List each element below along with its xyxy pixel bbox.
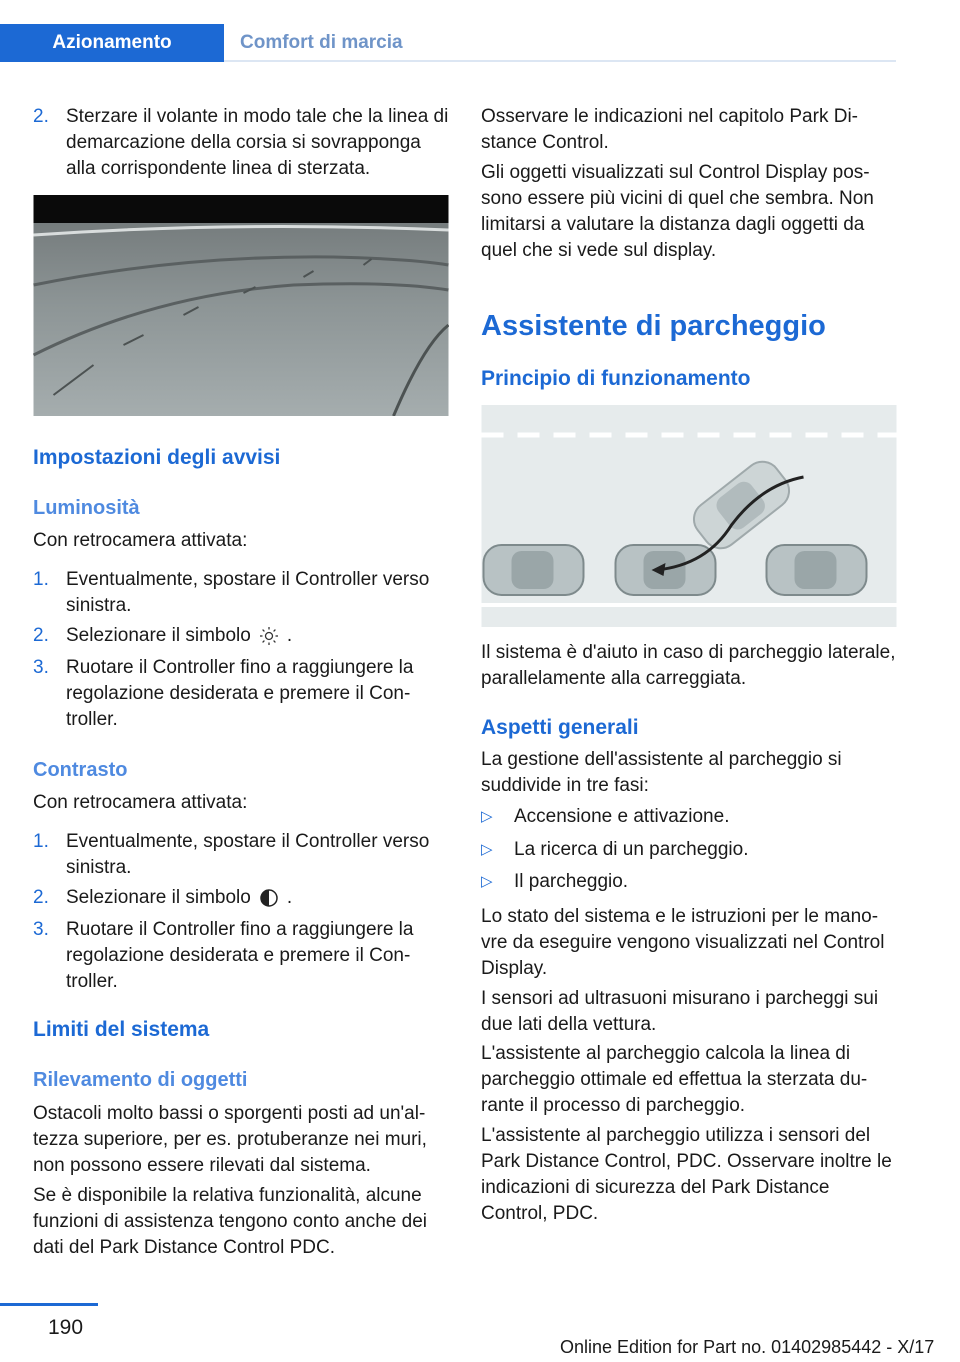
footer-divider <box>0 1303 98 1306</box>
step-number: 3. <box>33 657 49 678</box>
step-number: 3. <box>33 919 49 940</box>
list-item <box>33 885 449 911</box>
list-item <box>481 804 897 830</box>
brightness-icon <box>259 626 279 646</box>
heading-contrast: Contrasto <box>33 759 128 781</box>
step-number: 2. <box>33 106 49 127</box>
step-text: Eventualmente, spostare il Controller verso sinistra. <box>66 831 430 878</box>
detection-paragraph: Ostacoli molto bassi o sporgenti posti ad un'altezza superiore, per es. protuberanze nei muri, non possono essere rilevati dal sistema. <box>33 1103 427 1176</box>
heading-principle: Principio di funzionamento <box>481 367 751 390</box>
step-text: Ruotare il Controller fino a raggiungere la regolazione desiderata e premere il Controller. <box>66 919 414 992</box>
heading-brightness: Luminosità <box>33 497 140 519</box>
step-number: 2. <box>33 887 49 908</box>
parking-illustration <box>481 405 897 627</box>
contrast-icon <box>259 888 279 908</box>
list-item <box>33 917 449 995</box>
step-text-after: . <box>286 887 293 908</box>
list-item <box>33 104 449 182</box>
principle-paragraph: Il sistema è d'aiuto in caso di parcheggio laterale, parallelamente alla carreggiata. <box>481 642 896 689</box>
step-text: Eventualmente, spostare il Controller verso sinistra. <box>66 569 430 616</box>
tab-azionamento[interactable]: Azionamento <box>0 24 224 62</box>
step-text: Ruotare il Controller fino a raggiungere la regolazione desiderata e premere il Controller. <box>66 657 414 730</box>
bullet-text: Accensione e attivazione. <box>514 806 730 827</box>
paragraph: Lo stato del sistema e le istruzioni per le manovre da eseguire vengono visualizzati nel Control Display. <box>481 906 885 979</box>
bullet-text: La ricerca di un parcheggio. <box>514 839 749 860</box>
contrast-intro: Con retrocamera attivata: <box>33 792 248 813</box>
parked-car-left <box>484 545 584 595</box>
parked-car-right <box>767 545 867 595</box>
rear-camera-image <box>33 195 449 416</box>
paragraph: I sensori ad ultrasuoni misurano i parcheggi sui due lati della vettura. <box>481 988 879 1035</box>
paragraph: L'assistente al parcheggio utilizza i sensori del Park Distance Control, PDC. Osservare inoltre le indicazioni di sicurezza del Park Distance Control, PDC. <box>481 1125 892 1224</box>
list-item <box>33 623 449 649</box>
heading-warnings: Impostazioni degli avvisi <box>33 446 281 469</box>
paragraph: L'assistente al parcheggio calcola la linea di parcheggio ottimale ed effettua la sterzata durante il processo di parcheggio. <box>481 1043 868 1116</box>
heading-limits: Limiti del sistema <box>33 1018 210 1041</box>
page-number: 190 <box>48 1316 84 1339</box>
heading-parking-assistant: Assistente di parcheggio <box>481 310 826 342</box>
tab-comfort-di-marcia[interactable]: Comfort di marcia <box>240 32 403 53</box>
general-intro: La gestione dell'assistente al parcheggio si suddivide in tre fasi: <box>481 749 842 796</box>
list-item <box>481 837 897 863</box>
bullet-text: Il parcheggio. <box>514 871 629 892</box>
step-number: 1. <box>33 831 49 852</box>
triangle-bullet-icon: ▷ <box>481 841 493 858</box>
step-number: 2. <box>33 625 49 646</box>
step-text <box>66 623 449 649</box>
step-text-before: Selezionare il simbolo <box>66 887 251 908</box>
paragraph: Osservare le indicazioni nel capitolo Park Distance Control. <box>481 106 858 153</box>
step-number: 1. <box>33 569 49 590</box>
paragraph: Gli oggetti visualizzati sul Control Display possono essere più vicini di quel che sembra. Non limitarsi a valutare la distanza dagli oggetti da quel che si vede sul display. <box>481 162 874 261</box>
brightness-intro: Con retrocamera attivata: <box>33 530 248 551</box>
step-text-before: Selezionare il simbolo <box>66 625 251 646</box>
page-header <box>0 0 960 64</box>
triangle-bullet-icon: ▷ <box>481 873 493 890</box>
triangle-bullet-icon: ▷ <box>481 808 493 825</box>
step-text-after: . <box>286 625 293 646</box>
heading-detection: Rilevamento di oggetti <box>33 1069 248 1091</box>
step-text: Sterzare il volante in modo tale che la linea di demarcazione della corsia si sovrapponga alla corrispondente linea di sterzata. <box>66 106 449 179</box>
step-text <box>66 885 449 911</box>
list-item <box>481 869 897 895</box>
footer-edition: Online Edition for Part no. 01402985442 - X/17 <box>560 1337 935 1357</box>
header-divider <box>224 60 896 62</box>
detection-paragraph: Se è disponibile la relativa funzionalità, alcune funzioni di assistenza tengono conto anche dei dati del Park Distance Control PDC. <box>33 1185 427 1258</box>
list-item <box>33 829 449 881</box>
list-item <box>33 655 449 733</box>
list-item <box>33 567 449 619</box>
heading-general: Aspetti generali <box>481 716 639 739</box>
